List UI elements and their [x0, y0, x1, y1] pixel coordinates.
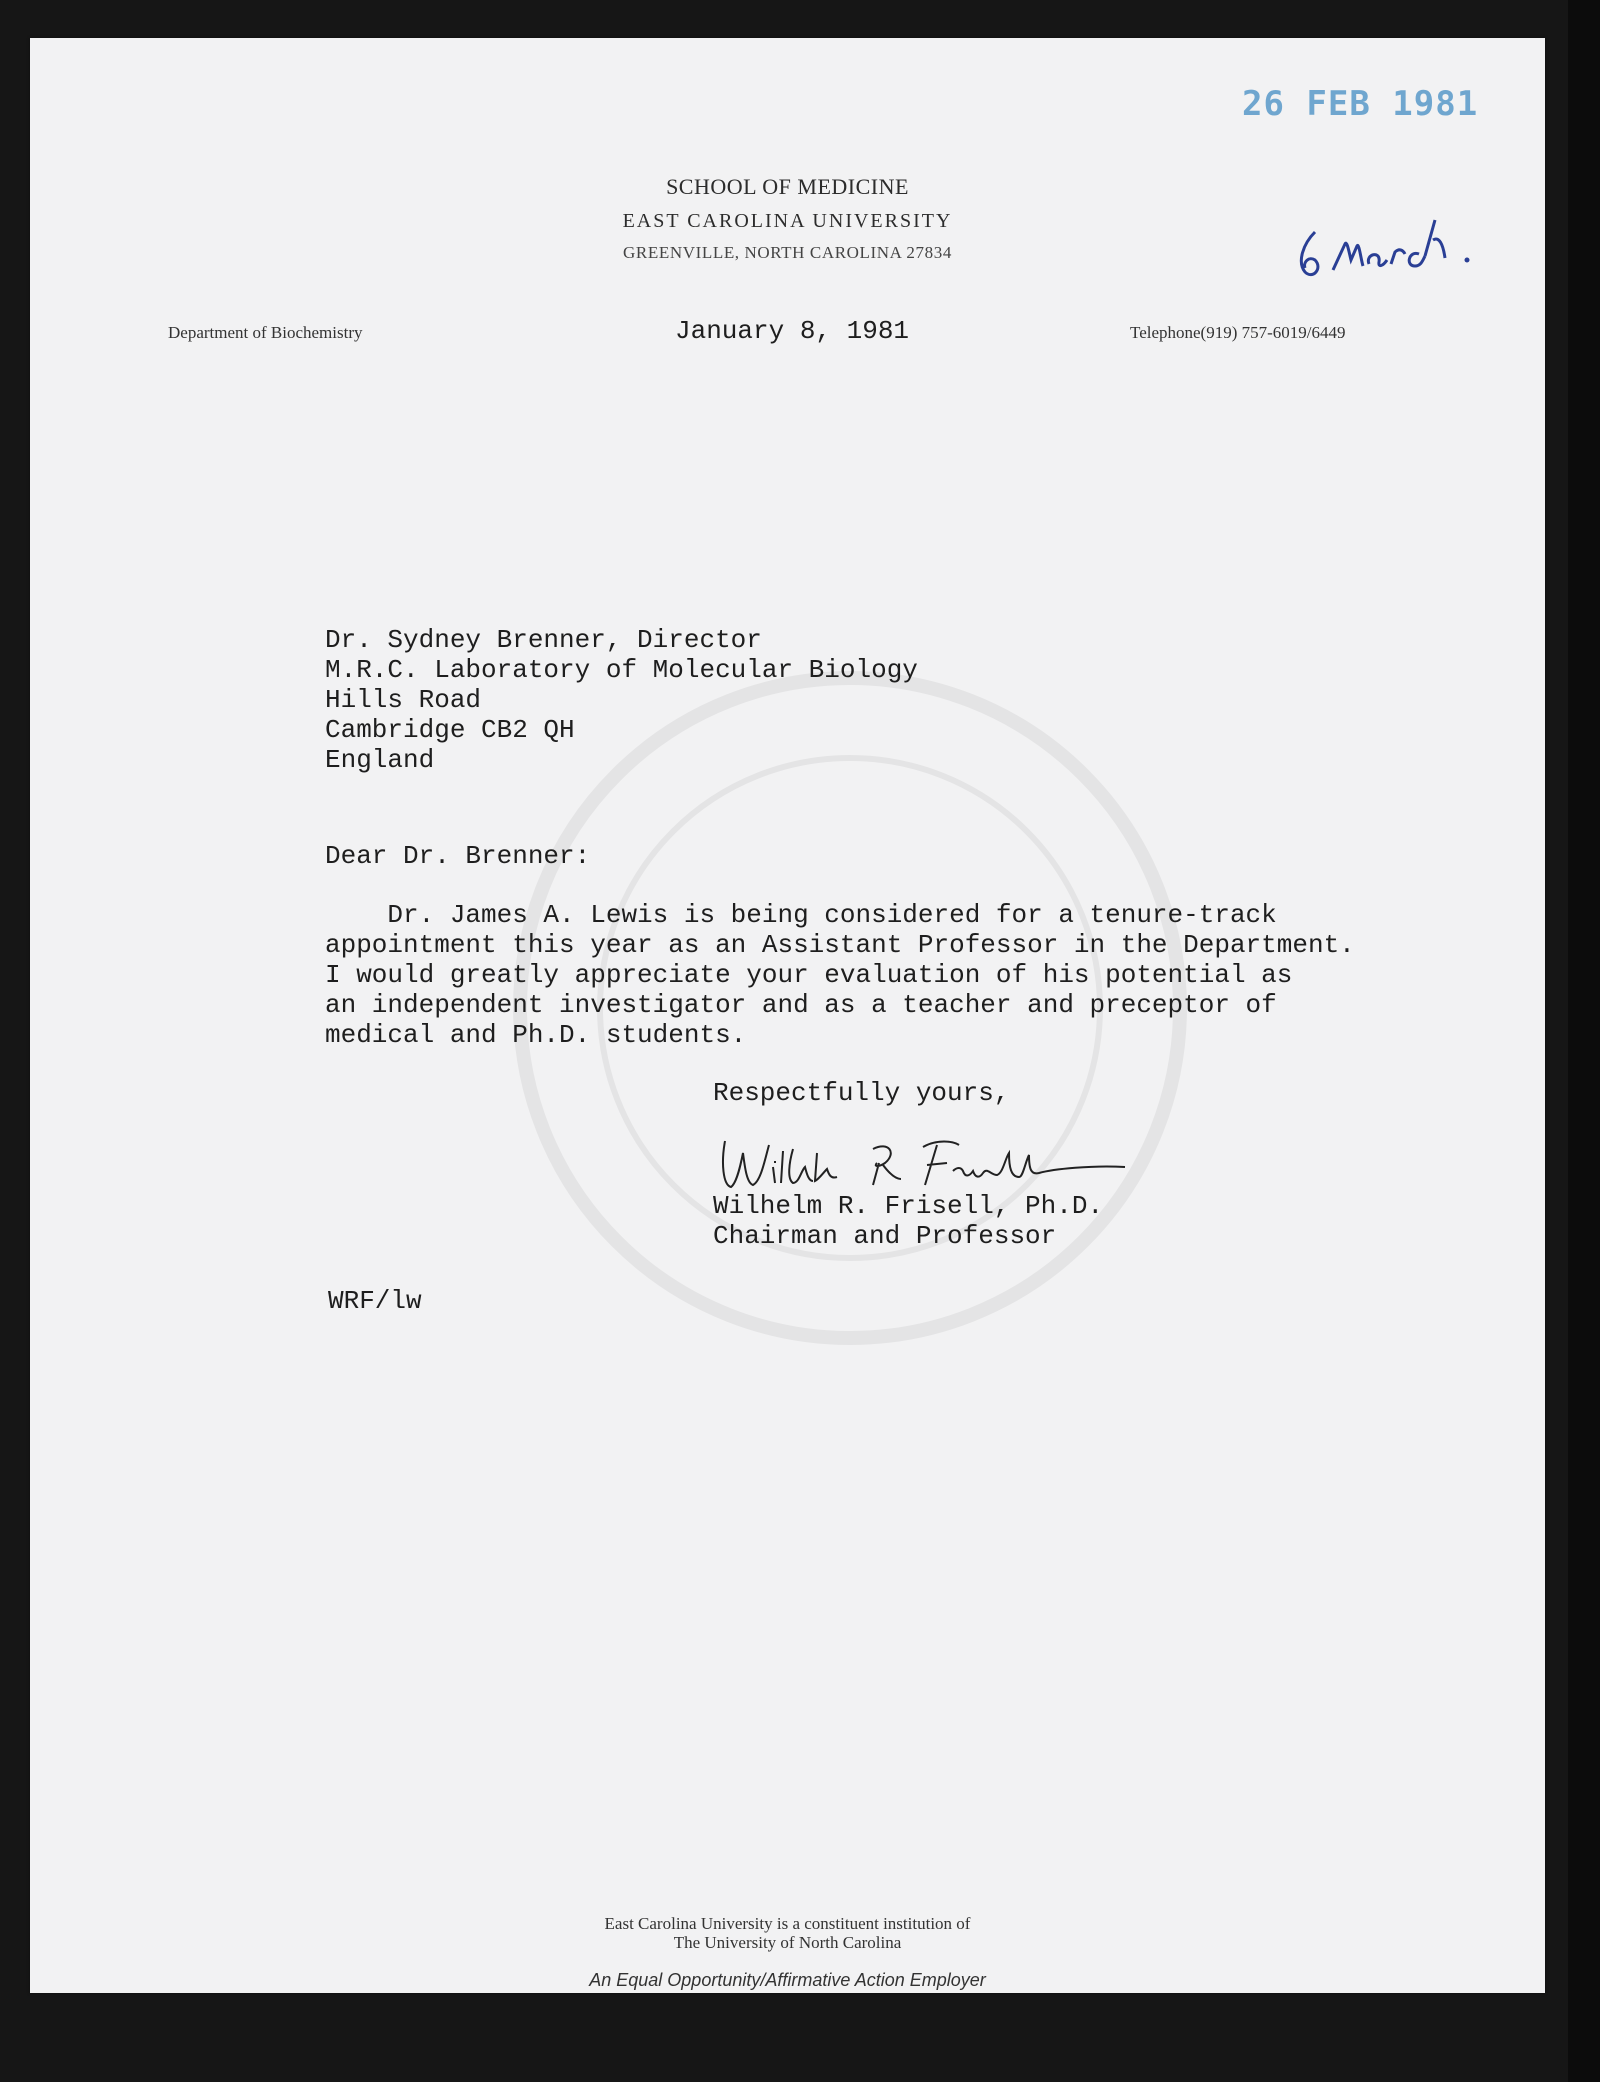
signature-block — [713, 1191, 1103, 1251]
signer-name: Wilhelm R. Frisell, Ph.D. — [713, 1191, 1104, 1221]
letterhead-telephone: Telephone(919) 757-6019/6449 — [1130, 323, 1346, 342]
handwritten-signature — [713, 1123, 1133, 1198]
recipient-address — [325, 625, 918, 775]
footer-line: The University of North Carolina — [673, 1933, 902, 1952]
letter-body — [325, 900, 1355, 1050]
address-line: M.R.C. Laboratory of Molecular Biology — [325, 655, 918, 685]
address-line: Cambridge CB2 QH — [325, 715, 575, 745]
body-line: Dr. James A. Lewis is being considered for a tenure-track — [325, 900, 1277, 930]
salutation: Dear Dr. Brenner: — [325, 841, 591, 871]
letter-page — [30, 38, 1545, 1993]
body-line: appointment this year as an Assistant Professor in the Department. — [325, 930, 1355, 960]
letter-date: January 8, 1981 — [675, 316, 910, 346]
letterhead-university: EAST CAROLINA UNIVERSITY — [622, 210, 953, 232]
body-line: I would greatly appreciate your evaluation of his potential as — [325, 960, 1293, 990]
closing: Respectfully yours, — [713, 1078, 1010, 1108]
letterhead-address: GREENVILLE, NORTH CAROLINA 27834 — [623, 243, 952, 262]
footer-line: East Carolina University is a constituent institution of — [604, 1914, 971, 1933]
footer-equal-opportunity: An Equal Opportunity/Affirmative Action Employer — [589, 1970, 986, 1990]
body-line: medical and Ph.D. students. — [325, 1020, 747, 1050]
body-line: an independent investigator and as a teacher and preceptor of — [325, 990, 1277, 1020]
received-date-stamp: 26 FEB 1981 — [1242, 84, 1479, 124]
address-line: Hills Road — [325, 685, 482, 715]
scan-edge — [1568, 0, 1600, 2082]
address-line: Dr. Sydney Brenner, Director — [325, 625, 762, 655]
letterhead-department: Department of Biochemistry — [168, 323, 363, 342]
signer-title: Chairman and Professor — [713, 1221, 1057, 1251]
letterhead-school: SCHOOL OF MEDICINE — [666, 174, 909, 199]
footer-notice — [30, 1914, 1545, 1952]
address-line: England — [325, 745, 435, 775]
typist-initials: WRF/lw — [328, 1286, 422, 1316]
